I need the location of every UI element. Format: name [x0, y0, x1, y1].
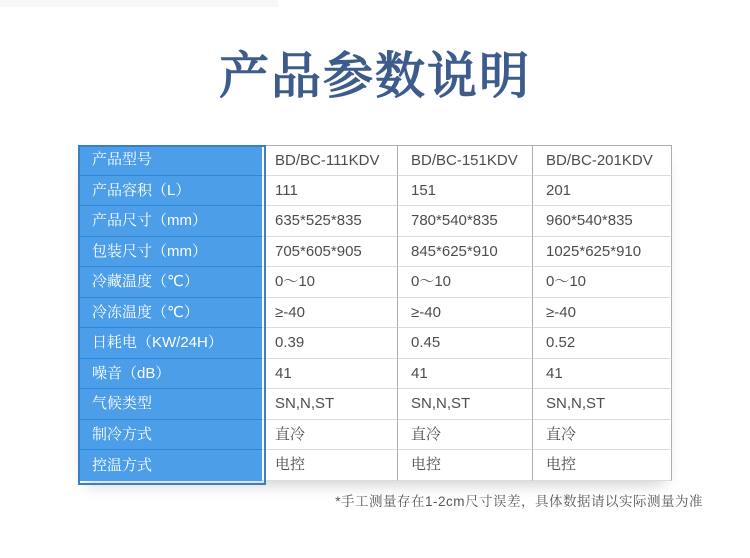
- spec-row-label-capacity: 产品容积（L）: [78, 176, 262, 207]
- spec-row-label-freezer-temp: 冷冻温度（℃）: [78, 298, 262, 329]
- spec-cell-capacity-2: 151: [398, 176, 533, 207]
- spec-cell-model-1: BD/BC-111KDV: [262, 145, 398, 176]
- spec-cell-capacity-3: 201: [533, 176, 672, 207]
- spec-row-label-fridge-temp: 冷藏温度（℃）: [78, 267, 262, 298]
- spec-cell-climate-class-2: SN,N,ST: [398, 389, 533, 420]
- spec-cell-fridge-temp-1: 0～10: [262, 267, 398, 298]
- spec-cell-temp-control-1: 电控: [262, 450, 398, 481]
- spec-cell-daily-power-2: 0.45: [398, 328, 533, 359]
- spec-cell-temp-control-3: 电控: [533, 450, 672, 481]
- spec-cell-product-size-1: 635*525*835: [262, 206, 398, 237]
- spec-cell-capacity-1: 111: [262, 176, 398, 207]
- spec-cell-climate-class-3: SN,N,ST: [533, 389, 672, 420]
- spec-row-label-noise: 噪音（dB）: [78, 359, 262, 390]
- spec-cell-daily-power-1: 0.39: [262, 328, 398, 359]
- spec-cell-package-size-3: 1025*625*910: [533, 237, 672, 268]
- spec-row-label-climate-class: 气候类型: [78, 389, 262, 420]
- spec-row-label-model: 产品型号: [78, 145, 262, 176]
- spec-row-label-cooling-method: 制冷方式: [78, 420, 262, 451]
- spec-cell-fridge-temp-3: 0～10: [533, 267, 672, 298]
- spec-cell-model-3: BD/BC-201KDV: [533, 145, 672, 176]
- top-strip: [0, 0, 278, 7]
- spec-row-label-product-size: 产品尺寸（mm）: [78, 206, 262, 237]
- spec-row-label-temp-control: 控温方式: [78, 450, 262, 481]
- spec-cell-climate-class-1: SN,N,ST: [262, 389, 398, 420]
- spec-cell-product-size-3: 960*540*835: [533, 206, 672, 237]
- spec-cell-noise-3: 41: [533, 359, 672, 390]
- spec-cell-product-size-2: 780*540*835: [398, 206, 533, 237]
- spec-cell-cooling-method-3: 直冷: [533, 420, 672, 451]
- spec-cell-package-size-2: 845*625*910: [398, 237, 533, 268]
- spec-cell-freezer-temp-3: ≥-40: [533, 298, 672, 329]
- spec-cell-freezer-temp-1: ≥-40: [262, 298, 398, 329]
- spec-cell-cooling-method-2: 直冷: [398, 420, 533, 451]
- spec-cell-temp-control-2: 电控: [398, 450, 533, 481]
- spec-cell-fridge-temp-2: 0～10: [398, 267, 533, 298]
- spec-row-label-daily-power: 日耗电（KW/24H）: [78, 328, 262, 359]
- spec-row-label-package-size: 包装尺寸（mm）: [78, 237, 262, 268]
- spec-cell-cooling-method-1: 直冷: [262, 420, 398, 451]
- spec-cell-package-size-1: 705*605*905: [262, 237, 398, 268]
- spec-table: [78, 145, 672, 481]
- spec-cell-noise-2: 41: [398, 359, 533, 390]
- page-title: 产品参数说明: [219, 48, 531, 104]
- measurement-disclaimer: *手工测量存在1-2cm尺寸误差，具体数据请以实际测量为准: [335, 494, 703, 509]
- spec-cell-model-2: BD/BC-151KDV: [398, 145, 533, 176]
- spec-cell-freezer-temp-2: ≥-40: [398, 298, 533, 329]
- spec-cell-noise-1: 41: [262, 359, 398, 390]
- spec-cell-daily-power-3: 0.52: [533, 328, 672, 359]
